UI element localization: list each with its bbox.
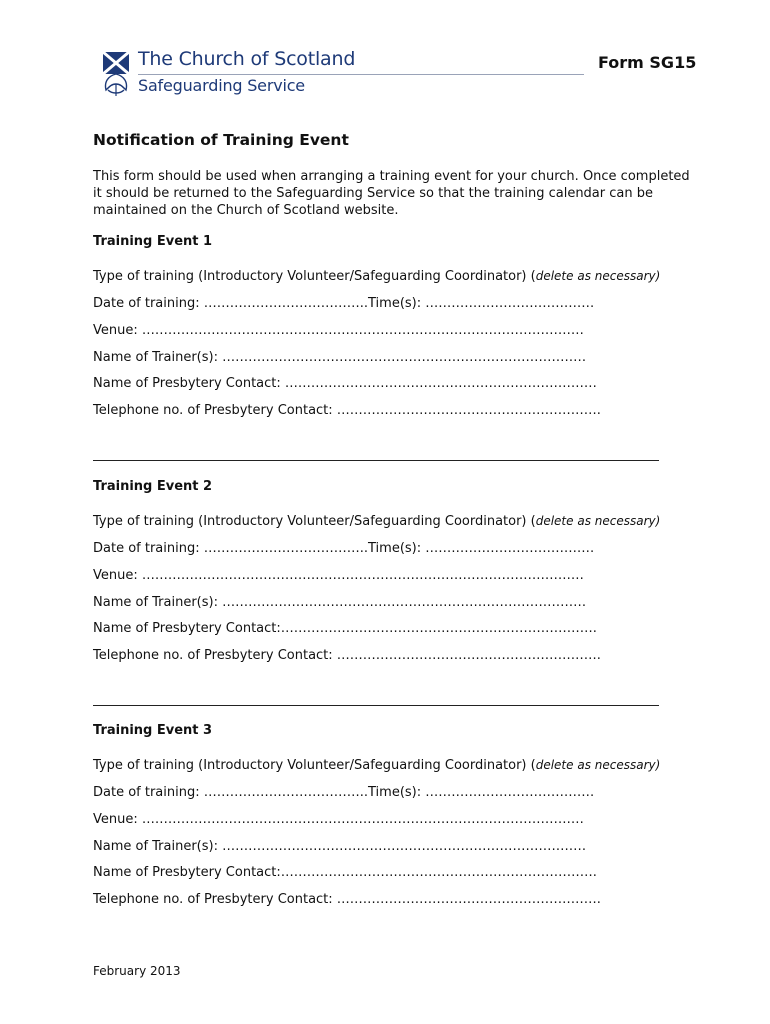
type-of-training-field[interactable]: Type of training (Introductory Volunteer/Safeguarding Coordinator) (delete as necessary): [93, 269, 661, 284]
event-heading: Training Event 1: [93, 234, 213, 249]
presbytery-phone-field[interactable]: Telephone no. of Presbytery Contact: …………………………………………………….: [93, 892, 601, 907]
presbytery-phone-field[interactable]: Telephone no. of Presbytery Contact: …………………………………………………….: [93, 403, 601, 418]
type-of-training-field[interactable]: Type of training (Introductory Volunteer/Safeguarding Coordinator) (delete as necessary): [93, 514, 661, 529]
crest-icon: [98, 50, 134, 98]
venue-field[interactable]: Venue: …………………………………………………………………………………………: [93, 812, 584, 827]
venue-field[interactable]: Venue: …………………………………………………………………………………………: [93, 568, 584, 583]
section-divider: [93, 460, 659, 461]
type-of-training-field[interactable]: Type of training (Introductory Volunteer/Safeguarding Coordinator) (delete as necessary): [93, 758, 661, 773]
presbytery-contact-field[interactable]: Name of Presbytery Contact:……………………………………………………………….: [93, 621, 597, 636]
presbytery-contact-field[interactable]: Name of Presbytery Contact:……………………………………………………………….: [93, 865, 597, 880]
event-heading: Training Event 3: [93, 723, 213, 738]
intro-line: This form should be used when arranging a training event for your church. Once completed: [93, 169, 690, 184]
date-time-field[interactable]: Date of training: ………………………………..Time(s): …………………………………: [93, 296, 595, 311]
venue-field[interactable]: Venue: …………………………………………………………………………………………: [93, 323, 584, 338]
header-rule: [138, 74, 584, 75]
org-name: The Church of Scotland: [138, 48, 356, 70]
presbytery-phone-field[interactable]: Telephone no. of Presbytery Contact: …………………………………………………….: [93, 648, 601, 663]
presbytery-contact-field[interactable]: Name of Presbytery Contact: ………………………………………………………………: [93, 376, 597, 391]
intro-paragraph: [93, 168, 693, 219]
trainer-field[interactable]: Name of Trainer(s): …………………………………………………………………………: [93, 350, 587, 365]
church-logo: [98, 48, 588, 100]
intro-line: it should be returned to the Safeguarding Service so that the training calendar can be: [93, 186, 653, 201]
date-time-field[interactable]: Date of training: ………………………………..Time(s): …………………………………: [93, 785, 595, 800]
section-divider: [93, 705, 659, 706]
service-name: Safeguarding Service: [138, 76, 305, 95]
trainer-field[interactable]: Name of Trainer(s): …………………………………………………………………………: [93, 595, 587, 610]
intro-line: maintained on the Church of Scotland website.: [93, 203, 399, 218]
date-time-field[interactable]: Date of training: ………………………………..Time(s): …………………………………: [93, 541, 595, 556]
form-code: Form SG15: [598, 53, 697, 72]
footer-date: February 2013: [93, 964, 181, 978]
page-title: Notification of Training Event: [93, 131, 349, 149]
event-heading: Training Event 2: [93, 479, 213, 494]
trainer-field[interactable]: Name of Trainer(s): …………………………………………………………………………: [93, 839, 587, 854]
